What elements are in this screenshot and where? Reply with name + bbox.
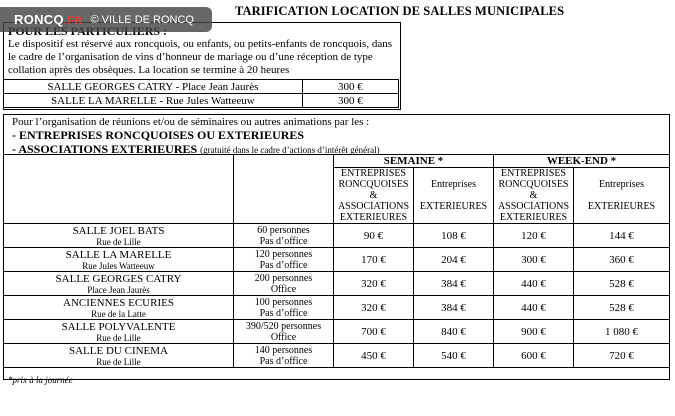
professionnels-intro: Pour l’organisation de réunions et/ou de séminaires ou autres animations par les :	[12, 116, 370, 128]
salle-cell: SALLE POLYVALENTE Rue de Lille	[4, 320, 234, 344]
price-cell: 300 €	[494, 248, 574, 272]
watermark-banner	[0, 7, 212, 32]
price-cell: 384 €	[414, 296, 494, 320]
table-row	[4, 80, 399, 94]
salle-cell: SALLE DU CINEMA Rue de Lille	[4, 344, 234, 368]
salle-cell: SALLE JOEL BATS Rue de Lille	[4, 224, 234, 248]
capacite-cell: 60 personnes Pas d’office	[234, 224, 334, 248]
price-cell: 120 €	[494, 224, 574, 248]
price-cell: 1 080 €	[574, 320, 670, 344]
price-cell: 700 €	[334, 320, 414, 344]
col-exterieures-header: Entreprises EXTERIEURES	[574, 168, 670, 224]
capacite-cell: 140 personnes Pas d’office	[234, 344, 334, 368]
price-cell: 108 €	[414, 224, 494, 248]
particuliers-table	[3, 79, 399, 108]
price-cell: 170 €	[334, 248, 414, 272]
tarifs-table	[3, 154, 670, 368]
price-cell: 384 €	[414, 272, 494, 296]
salle-cell: SALLE GEORGES CATRY - Place Jean Jaurès	[4, 80, 303, 94]
table-row	[4, 224, 670, 248]
semaine-header: SEMAINE *	[334, 155, 494, 168]
watermark-brand: RONCQ.FR	[14, 12, 83, 27]
table-row	[4, 272, 670, 296]
price-cell: 360 €	[574, 248, 670, 272]
col-roncquoises-header: ENTREPRISES RONCQUOISES & ASSOCIATIONS EXTERIEURES	[494, 168, 574, 224]
footnote: *prix à la journée	[8, 375, 73, 385]
capacite-cell: 120 personnes Pas d’office	[234, 248, 334, 272]
professionnels-line-entreprises: - ENTREPRISES RONCQUOISES OU EXTERIEURES	[12, 128, 305, 142]
salle-cell: ANCIENNES ECURIES Rue de la Latte	[4, 296, 234, 320]
table-row	[4, 344, 670, 368]
table-row	[4, 94, 399, 108]
col-roncquoises-header: ENTREPRISES RONCQUOISES & ASSOCIATIONS EXTERIEURES	[334, 168, 414, 224]
price-cell: 144 €	[574, 224, 670, 248]
col-exterieures-header: Entreprises EXTERIEURES	[414, 168, 494, 224]
prix-cell: 300 €	[302, 80, 398, 94]
price-cell: 450 €	[334, 344, 414, 368]
table-row	[4, 248, 670, 272]
price-cell: 204 €	[414, 248, 494, 272]
price-cell: 320 €	[334, 296, 414, 320]
table-header-row	[4, 155, 670, 168]
weekend-header: WEEK-END *	[494, 155, 670, 168]
capacite-cell: 100 personnes Pas d’office	[234, 296, 334, 320]
price-cell: 90 €	[334, 224, 414, 248]
price-cell: 720 €	[574, 344, 670, 368]
table-row	[4, 320, 670, 344]
price-cell: 440 €	[494, 296, 574, 320]
professionnels-line-associations: - ASSOCIATIONS EXTERIEURES (gratuité dans le cadre d’actions d’intérêt général)	[12, 142, 380, 156]
price-cell: 600 €	[494, 344, 574, 368]
prix-cell: 300 €	[302, 94, 398, 108]
price-cell: 528 €	[574, 296, 670, 320]
associations-note: (gratuité dans le cadre d’actions d’intérêt général)	[200, 145, 380, 155]
price-cell: 528 €	[574, 272, 670, 296]
particuliers-box	[3, 22, 401, 110]
price-cell: 440 €	[494, 272, 574, 296]
capacite-cell: 200 personnes Office	[234, 272, 334, 296]
price-cell: 900 €	[494, 320, 574, 344]
price-cell: 320 €	[334, 272, 414, 296]
capacite-cell: 390/520 personnes Office	[234, 320, 334, 344]
watermark-copyright: © VILLE DE RONCQ	[90, 13, 194, 26]
table-row	[4, 296, 670, 320]
salle-cell: SALLE GEORGES CATRY Place Jean Jaurès	[4, 272, 234, 296]
salle-cell: SALLE LA MARELLE Rue Jules Watteeuw	[4, 248, 234, 272]
price-cell: 840 €	[414, 320, 494, 344]
page-title: TARIFICATION LOCATION DE SALLES MUNICIPALES	[235, 4, 565, 18]
particuliers-description: Le dispositif est réservé aux roncquois, ou enfants, ou petits-enfants de roncquois, dans le cadre de l’organisation de vins d’honneur de mariage ou d’une réception de type collation après des obsèques. La location se termine à 20 heures	[8, 38, 392, 76]
salle-cell: SALLE LA MARELLE - Rue Jules Watteeuw	[4, 94, 303, 108]
price-cell: 540 €	[414, 344, 494, 368]
